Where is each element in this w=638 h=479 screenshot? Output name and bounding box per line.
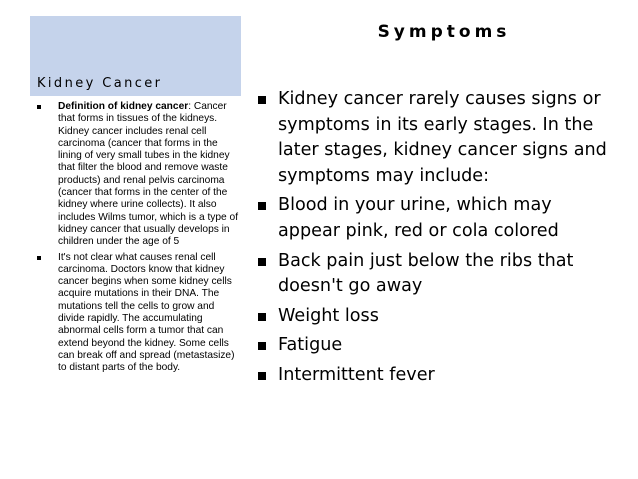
left-panel-title: Kidney Cancer — [37, 76, 163, 91]
cause-bullet — [30, 252, 241, 375]
symptom-item: Kidney cancer rarely causes signs or symptoms in its early stages. In the later stages, kidney cancer signs and symptoms may include: — [258, 87, 618, 189]
bullet-square-icon — [37, 256, 41, 260]
symptom-item: Blood in your urine, which may appear pink, red or cola colored — [258, 193, 618, 244]
bullet-square-icon — [258, 96, 266, 104]
bullet-square-icon — [258, 202, 266, 210]
symptom-item: Weight loss — [258, 304, 618, 330]
bullet-square-icon — [258, 372, 266, 380]
left-panel-body — [30, 101, 241, 378]
symptoms-list — [258, 87, 618, 393]
symptoms-title: Symptoms — [377, 22, 511, 42]
symptom-item: Fatigue — [258, 333, 618, 359]
definition-label: Definition of kidney cancer — [58, 101, 189, 112]
definition-text — [58, 101, 241, 249]
symptom-item: Intermittent fever — [258, 363, 618, 389]
bullet-square-icon — [258, 313, 266, 321]
cause-text: It's not clear what causes renal cell carcinoma. Doctors know that kidney cancer begins when some kidney cells acquire mutations in their DNA. The mutations tell the cells to grow and divide rapidly. The accumulating abnormal cells form a tumor that can extend beyond the kidney. Some cells can break off and spread (metastasize) to distant parts of the body. — [58, 251, 235, 374]
symptom-item: Back pain just below the ribs that doesn't go away — [258, 249, 618, 300]
bullet-square-icon — [258, 342, 266, 350]
definition-bullet — [30, 101, 241, 249]
bullet-square-icon — [258, 258, 266, 266]
bullet-square-icon — [37, 105, 41, 109]
definition-body: : Cancer that forms in tissues of the kidneys. Kidney cancer includes renal cell carcinoma (cancer that forms in the lining of very small tubes in the kidney that filter the blood and remove waste products) and renal pelvis carcinoma (cancer that forms in the center of the kidney where urine collects). It also includes Wilms tumor, which is a type of kidney cancer that usually develops in children under the age of 5 — [58, 101, 239, 248]
